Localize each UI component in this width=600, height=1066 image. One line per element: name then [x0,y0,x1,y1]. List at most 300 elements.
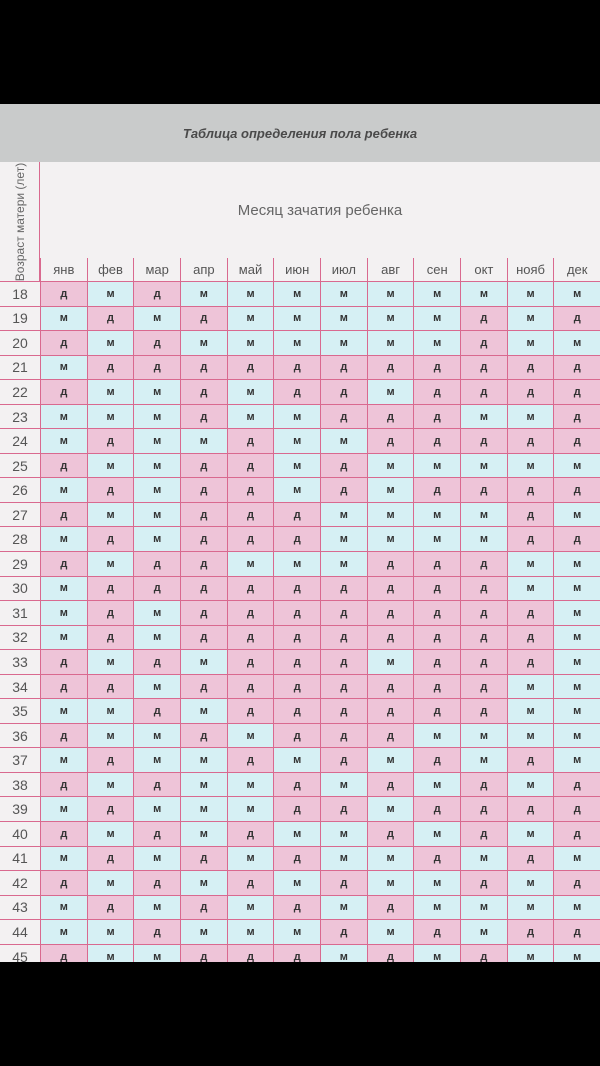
girl-cell: д [413,675,460,700]
age-cell: 45 [0,945,40,962]
boy-cell: м [553,748,600,773]
girl-cell: д [227,429,274,454]
table-row [0,871,600,896]
girl-cell: д [460,675,507,700]
girl-cell: д [507,478,554,503]
girl-cell: д [553,356,600,381]
age-cell: 38 [0,773,40,798]
girl-cell: д [320,454,367,479]
boy-cell: м [87,454,134,479]
girl-cell: д [227,626,274,651]
boy-cell: м [40,896,87,921]
girl-cell: д [40,675,87,700]
girl-cell: д [413,552,460,577]
boy-cell: м [87,282,134,307]
boy-cell: м [367,920,414,945]
girl-cell: д [87,307,134,332]
girl-cell: д [507,920,554,945]
boy-cell: м [553,503,600,528]
girl-cell: д [133,773,180,798]
age-cell: 31 [0,601,40,626]
girl-cell: д [320,601,367,626]
girl-cell: д [133,699,180,724]
boy-cell: м [273,748,320,773]
boy-cell: м [460,896,507,921]
girl-cell: д [87,577,134,602]
boy-cell: м [133,454,180,479]
boy-cell: м [460,405,507,430]
table-row [0,405,600,430]
girl-cell: д [460,356,507,381]
boy-cell: м [367,282,414,307]
boy-cell: м [367,871,414,896]
girl-cell: д [133,356,180,381]
boy-cell: м [367,527,414,552]
girl-cell: д [320,478,367,503]
boy-cell: м [40,405,87,430]
girl-cell: д [180,577,227,602]
girl-cell: д [180,724,227,749]
girl-cell: д [367,773,414,798]
boy-cell: м [320,896,367,921]
girl-cell: д [180,626,227,651]
boy-cell: м [460,527,507,552]
boy-cell: м [133,945,180,962]
boy-cell: м [460,920,507,945]
girl-cell: д [460,307,507,332]
chart-sheet [0,104,600,962]
boy-cell: м [40,478,87,503]
page-title: Таблица определения пола ребенка [182,125,418,141]
month-header-cell: дек [553,258,600,282]
boy-cell: м [413,307,460,332]
boy-cell: м [507,405,554,430]
girl-cell: д [320,724,367,749]
boy-cell: м [553,896,600,921]
boy-cell: м [320,429,367,454]
table-row [0,724,600,749]
girl-cell: д [553,478,600,503]
age-cell: 37 [0,748,40,773]
month-header-row [40,258,600,282]
girl-cell: д [40,454,87,479]
girl-cell: д [367,896,414,921]
boy-cell: м [367,847,414,872]
boy-cell: м [413,331,460,356]
boy-cell: м [180,773,227,798]
girl-cell: д [87,527,134,552]
girl-cell: д [413,478,460,503]
girl-cell: д [367,626,414,651]
boy-cell: м [460,847,507,872]
table-row [0,626,600,651]
girl-cell: д [413,380,460,405]
girl-cell: д [227,675,274,700]
girl-cell: д [87,429,134,454]
girl-cell: д [320,380,367,405]
girl-cell: д [227,503,274,528]
age-cell: 36 [0,724,40,749]
boy-cell: м [87,552,134,577]
boy-cell: м [133,405,180,430]
girl-cell: д [87,797,134,822]
girl-cell: д [507,503,554,528]
girl-cell: д [180,896,227,921]
girl-cell: д [227,945,274,962]
boy-cell: м [553,331,600,356]
boy-cell: м [87,331,134,356]
age-cell: 40 [0,822,40,847]
girl-cell: д [40,724,87,749]
boy-cell: м [227,331,274,356]
boy-cell: м [413,945,460,962]
age-cell: 42 [0,871,40,896]
boy-cell: м [133,626,180,651]
month-header-cell: окт [460,258,507,282]
girl-cell: д [273,626,320,651]
girl-cell: д [40,871,87,896]
boy-cell: м [273,307,320,332]
girl-cell: д [273,527,320,552]
boy-cell: м [87,920,134,945]
boy-cell: м [273,478,320,503]
age-cell: 39 [0,797,40,822]
boy-cell: м [133,847,180,872]
girl-cell: д [553,871,600,896]
table-row [0,699,600,724]
boy-cell: м [413,454,460,479]
girl-cell: д [553,307,600,332]
boy-cell: м [87,650,134,675]
boy-cell: м [227,552,274,577]
boy-cell: м [133,675,180,700]
boy-cell: м [133,429,180,454]
month-header-cell: авг [367,258,414,282]
boy-cell: м [40,577,87,602]
boy-cell: м [273,429,320,454]
age-cell: 20 [0,331,40,356]
boy-cell: м [367,331,414,356]
boy-cell: м [413,896,460,921]
girl-cell: д [413,699,460,724]
boy-cell: м [133,896,180,921]
boy-cell: м [413,871,460,896]
girl-cell: д [320,748,367,773]
boy-cell: м [87,945,134,962]
boy-cell: м [273,552,320,577]
boy-cell: м [87,871,134,896]
girl-cell: д [367,552,414,577]
girl-cell: д [320,650,367,675]
boy-cell: м [87,503,134,528]
boy-cell: м [40,429,87,454]
age-cell: 41 [0,847,40,872]
boy-cell: м [413,503,460,528]
girl-cell: д [227,356,274,381]
girl-cell: д [180,503,227,528]
month-header-cell: апр [180,258,227,282]
boy-cell: м [133,797,180,822]
boy-cell: м [553,699,600,724]
girl-cell: д [460,822,507,847]
boy-cell: м [180,748,227,773]
girl-cell: д [413,405,460,430]
girl-cell: д [460,552,507,577]
age-cell: 34 [0,675,40,700]
girl-cell: д [87,847,134,872]
girl-cell: д [180,527,227,552]
table-row [0,675,600,700]
age-cell: 33 [0,650,40,675]
girl-cell: д [40,822,87,847]
girl-cell: д [133,650,180,675]
table-row [0,552,600,577]
boy-cell: м [553,454,600,479]
boy-cell: м [273,282,320,307]
age-cell: 18 [0,282,40,307]
boy-cell: м [507,773,554,798]
table-row [0,748,600,773]
girl-cell: д [180,675,227,700]
age-cell: 43 [0,896,40,921]
boy-cell: м [320,503,367,528]
boy-cell: м [553,650,600,675]
girl-cell: д [273,773,320,798]
girl-cell: д [413,847,460,872]
girl-cell: д [367,405,414,430]
month-header-cell: июн [273,258,320,282]
girl-cell: д [273,896,320,921]
girl-cell: д [367,675,414,700]
boy-cell: м [367,307,414,332]
boy-cell: м [320,552,367,577]
boy-cell: м [320,945,367,962]
boy-cell: м [180,920,227,945]
girl-cell: д [273,797,320,822]
girl-cell: д [413,429,460,454]
girl-cell: д [460,601,507,626]
boy-cell: м [460,724,507,749]
girl-cell: д [460,331,507,356]
age-cell: 25 [0,454,40,479]
boy-cell: м [553,601,600,626]
boy-cell: м [507,945,554,962]
girl-cell: д [507,429,554,454]
boy-cell: м [320,307,367,332]
girl-cell: д [553,822,600,847]
girl-cell: д [40,503,87,528]
table-row [0,282,600,307]
girl-cell: д [367,429,414,454]
boy-cell: м [227,797,274,822]
boy-cell: м [273,871,320,896]
age-column-header [0,162,40,282]
boy-cell: м [367,503,414,528]
girl-cell: д [320,577,367,602]
gender-table [0,162,600,962]
girl-cell: д [227,454,274,479]
age-cell: 28 [0,527,40,552]
month-header-cell: нояб [507,258,554,282]
girl-cell: д [460,797,507,822]
girl-cell: д [553,405,600,430]
title-bar [0,104,600,162]
boy-cell: м [507,871,554,896]
girl-cell: д [413,920,460,945]
girl-cell: д [320,797,367,822]
age-cell: 19 [0,307,40,332]
table-row [0,577,600,602]
girl-cell: д [367,822,414,847]
boy-cell: м [180,797,227,822]
girl-cell: д [507,650,554,675]
age-cell: 22 [0,380,40,405]
age-cell: 26 [0,478,40,503]
boy-cell: м [367,797,414,822]
boy-cell: м [227,896,274,921]
girl-cell: д [367,699,414,724]
age-cell: 44 [0,920,40,945]
girl-cell: д [133,331,180,356]
girl-cell: д [87,896,134,921]
boy-cell: м [320,773,367,798]
boy-cell: м [227,920,274,945]
table-row [0,356,600,381]
boy-cell: м [507,724,554,749]
boy-cell: м [87,699,134,724]
girl-cell: д [320,356,367,381]
girl-cell: д [413,650,460,675]
boy-cell: м [460,454,507,479]
boy-cell: м [273,405,320,430]
boy-cell: м [133,601,180,626]
month-header-cell: мар [133,258,180,282]
boy-cell: м [40,699,87,724]
boy-cell: м [273,822,320,847]
girl-cell: д [133,871,180,896]
girl-cell: д [40,945,87,962]
month-header-cell: сен [413,258,460,282]
boy-cell: м [180,650,227,675]
table-row [0,650,600,675]
boy-cell: м [180,699,227,724]
girl-cell: д [413,797,460,822]
girl-cell: д [460,699,507,724]
boy-cell: м [133,527,180,552]
age-cell: 32 [0,626,40,651]
table-row [0,847,600,872]
girl-cell: д [227,527,274,552]
boy-cell: м [553,626,600,651]
girl-cell: д [227,577,274,602]
girl-cell: д [460,773,507,798]
boy-cell: м [87,405,134,430]
girl-cell: д [507,748,554,773]
boy-cell: м [87,822,134,847]
girl-cell: д [507,356,554,381]
girl-cell: д [320,626,367,651]
boy-cell: м [133,748,180,773]
boy-cell: м [507,282,554,307]
girl-cell: д [460,871,507,896]
boy-cell: м [553,282,600,307]
girl-cell: д [320,405,367,430]
boy-cell: м [227,282,274,307]
boy-cell: м [460,282,507,307]
table-row [0,773,600,798]
table-row [0,503,600,528]
table-body [0,282,600,962]
girl-cell: д [320,920,367,945]
table-row [0,601,600,626]
girl-cell: д [133,552,180,577]
month-header-cell: июл [320,258,367,282]
boy-cell: м [40,527,87,552]
boy-cell: м [87,773,134,798]
girl-cell: д [87,356,134,381]
boy-cell: м [413,282,460,307]
boy-cell: м [133,724,180,749]
boy-cell: м [507,577,554,602]
boy-cell: м [367,748,414,773]
table-row [0,331,600,356]
girl-cell: д [273,356,320,381]
girl-cell: д [553,920,600,945]
girl-cell: д [413,601,460,626]
girl-cell: д [273,503,320,528]
table-row [0,920,600,945]
boy-cell: м [227,380,274,405]
girl-cell: д [460,429,507,454]
girl-cell: д [87,626,134,651]
boy-cell: м [40,626,87,651]
girl-cell: д [273,601,320,626]
boy-cell: м [413,773,460,798]
boy-cell: м [40,748,87,773]
girl-cell: д [180,405,227,430]
boy-cell: м [507,331,554,356]
girl-cell: д [87,478,134,503]
boy-cell: м [553,724,600,749]
girl-cell: д [507,626,554,651]
girl-cell: д [273,699,320,724]
table-row [0,797,600,822]
boy-cell: м [507,822,554,847]
boy-cell: м [40,847,87,872]
boy-cell: м [87,380,134,405]
boy-cell: м [40,601,87,626]
girl-cell: д [227,822,274,847]
boy-cell: м [367,650,414,675]
boy-cell: м [413,724,460,749]
girl-cell: д [460,650,507,675]
boy-cell: м [553,577,600,602]
girl-cell: д [367,356,414,381]
girl-cell: д [40,773,87,798]
boy-cell: м [413,822,460,847]
girl-cell: д [40,380,87,405]
boy-cell: м [460,748,507,773]
boy-cell: м [507,896,554,921]
girl-cell: д [227,871,274,896]
girl-cell: д [553,429,600,454]
boy-cell: м [320,282,367,307]
boy-cell: м [507,675,554,700]
girl-cell: д [273,945,320,962]
age-cell: 27 [0,503,40,528]
girl-cell: д [273,577,320,602]
girl-cell: д [180,307,227,332]
